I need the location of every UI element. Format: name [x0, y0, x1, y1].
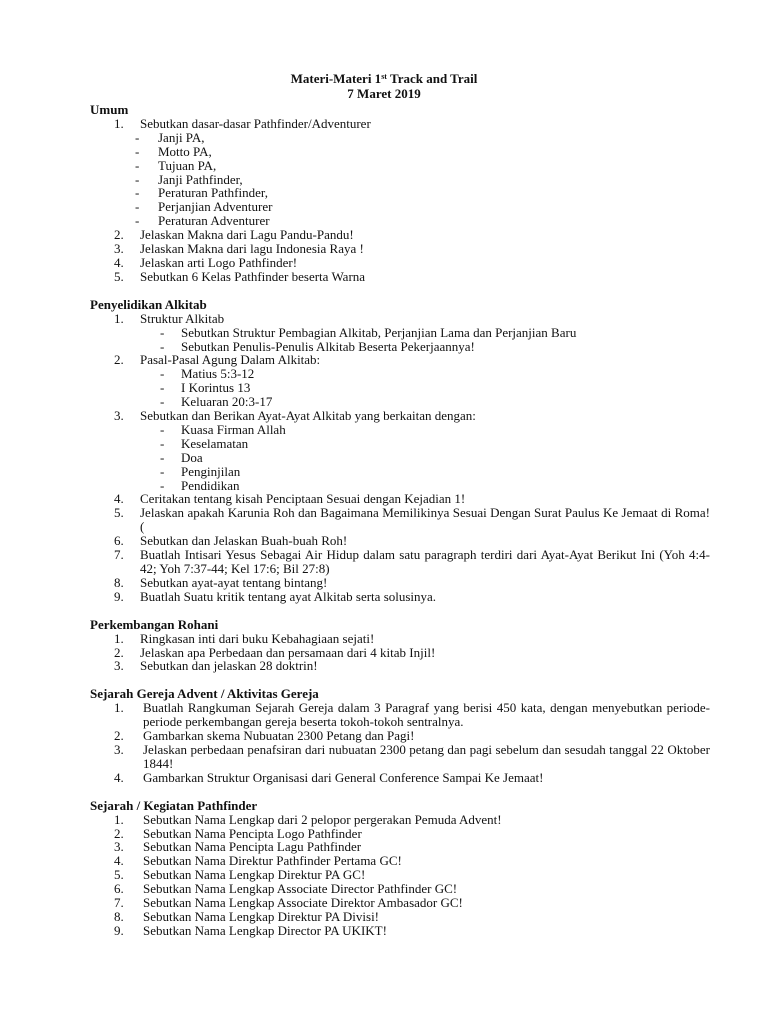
title-text-end: Track and Trail [386, 71, 478, 86]
list-item-text: Struktur Alkitab [140, 310, 225, 326]
list-item-number: 1. [114, 811, 124, 827]
sub-item-dash: - [160, 380, 165, 396]
list-item [90, 242, 710, 256]
list-item-text: Jelaskan apakah Karunia Roh dan Bagaimana Memilikinya Sesuai Dengan Surat Paulus Ke Jemaat di Roma! ( [140, 505, 710, 535]
list-item-text: Jelaskan Makna dari Lagu Pandu-Pandu! [140, 227, 354, 243]
sub-item-text: Doa [181, 449, 203, 465]
sub-item [90, 145, 710, 159]
sub-item-text: Motto PA, [158, 143, 212, 159]
sub-item [90, 340, 710, 354]
list-item [90, 256, 710, 270]
list-item [90, 896, 710, 910]
sub-item-text: Keselamatan [181, 435, 249, 451]
sub-item-text: Peraturan Pathfinder, [158, 185, 268, 201]
list-item-text: Sebutkan ayat-ayat tentang bintang! [140, 574, 328, 590]
sub-item-dash: - [135, 129, 140, 145]
list-item [90, 743, 710, 771]
section-gap [90, 284, 710, 298]
sub-item-text: Sebutkan Struktur Pembagian Alkitab, Perjanjian Lama dan Perjanjian Baru [181, 324, 577, 340]
list-item-number: 4. [114, 491, 124, 507]
list-item-text: Jelaskan apa Perbedaan dan persamaan dari 4 kitab Injil! [140, 644, 436, 660]
section-gap [90, 604, 710, 618]
list-item [90, 729, 710, 743]
list-item [90, 506, 710, 534]
list-item-number: 2. [114, 644, 124, 660]
list-item-number: 3. [114, 241, 124, 257]
list-item-number: 2. [114, 352, 124, 368]
list-item-number: 3. [114, 408, 124, 424]
sub-item-text: Keluaran 20:3-17 [181, 394, 273, 410]
sub-item [90, 381, 710, 395]
sub-item-dash: - [160, 449, 165, 465]
sub-item-dash: - [160, 338, 165, 354]
sub-item-text: Tujuan PA, [158, 157, 217, 173]
list-item [90, 868, 710, 882]
list-item [90, 854, 710, 868]
list-item-text: Sebutkan Nama Pencipta Lagu Pathfinder [143, 839, 362, 855]
sub-item-text: Janji PA, [158, 129, 205, 145]
sub-item [90, 200, 710, 214]
sub-item-text: Penginjilan [181, 463, 241, 479]
document-date: 7 Maret 2019 [347, 86, 421, 101]
sub-item-dash: - [135, 143, 140, 159]
sub-item [90, 423, 710, 437]
sub-item [90, 437, 710, 451]
section-title: Sejarah / Kegiatan Pathfinder [90, 797, 258, 813]
list-item-text: Sebutkan dan Berikan Ayat-Ayat Alkitab yang berkaitan dengan: [140, 408, 476, 424]
list-item-number: 7. [114, 547, 124, 563]
list-item [90, 924, 710, 938]
list-item-text: Sebutkan dan Jelaskan Buah-buah Roh! [140, 533, 348, 549]
list-item-number: 4. [114, 769, 124, 785]
list-item-text: Pasal-Pasal Agung Dalam Alkitab: [140, 352, 321, 368]
list-item-text: Ringkasan inti dari buku Kebahagiaan sejati! [140, 630, 375, 646]
section-title: Sejarah Gereja Advent / Aktivitas Gereja [90, 686, 319, 702]
list-item-text: Sebutkan dasar-dasar Pathfinder/Adventurer [140, 115, 371, 131]
list-item-number: 9. [114, 588, 124, 604]
list-item [90, 270, 710, 284]
list-item-number: 2. [114, 227, 124, 243]
list-item-number: 8. [114, 574, 124, 590]
sub-item [90, 131, 710, 145]
list-item-number: 1. [114, 700, 124, 716]
sub-item-dash: - [160, 421, 165, 437]
list-item-number: 1. [114, 115, 124, 131]
sub-item-dash: - [135, 185, 140, 201]
list-item [90, 910, 710, 924]
list-item [90, 312, 710, 326]
list-item [90, 827, 710, 841]
list-item [90, 534, 710, 548]
list-item-text: Buatlah Intisari Yesus Sebagai Air Hidup dalam satu paragraph terdiri dari Ayat-Ayat Berikut Ini (Yoh 4:4-42; Yoh 7:37-44; Kel 17:6; Bil 27:8) [140, 547, 710, 576]
list-item [90, 840, 710, 854]
list-item-number: 2. [114, 728, 124, 744]
list-item-text: Gambarkan Struktur Organisasi dari General Conference Sampai Ke Jemaat! [143, 769, 544, 785]
section-gap [90, 673, 710, 687]
list-item [90, 632, 710, 646]
sub-item [90, 186, 710, 200]
list-item-number: 5. [114, 505, 124, 521]
sub-item [90, 451, 710, 465]
sub-item-text: Sebutkan Penulis-Penulis Alkitab Beserta Pekerjaannya! [181, 338, 475, 354]
list-item-text: Ceritakan tentang kisah Penciptaan Sesuai dengan Kejadian 1! [140, 491, 466, 507]
list-item-text: Gambarkan skema Nubuatan 2300 Petang dan Pagi! [143, 728, 415, 744]
list-item-number: 1. [114, 630, 124, 646]
sub-item [90, 326, 710, 340]
sub-item-text: I Korintus 13 [181, 380, 251, 396]
list-item-text: Sebutkan 6 Kelas Pathfinder beserta Warna [140, 268, 366, 284]
list-item-text: Jelaskan perbedaan penafsiran dari nubuatan 2300 petang dan pagi sebelum dan sesudah tanggal 22 Oktober 1844! [143, 741, 710, 771]
sub-item-dash: - [160, 366, 165, 382]
sub-item-dash: - [135, 171, 140, 187]
list-item [90, 646, 710, 660]
list-item [90, 117, 710, 131]
list-item [90, 882, 710, 896]
sub-item-dash: - [160, 463, 165, 479]
title-text: Materi-Materi 1 [290, 71, 382, 86]
sub-item [90, 479, 710, 493]
sub-item-text: Pendidikan [181, 477, 240, 493]
sub-item [90, 395, 710, 409]
list-item [90, 548, 710, 576]
list-item-number: 6. [114, 881, 124, 897]
list-item-number: 2. [114, 825, 124, 841]
sub-item [90, 214, 710, 228]
sub-item-dash: - [160, 477, 165, 493]
list-item-text: Sebutkan Nama Direktur Pathfinder Pertama GC! [143, 853, 402, 869]
list-item [90, 409, 710, 423]
list-item-number: 5. [114, 268, 124, 284]
sub-item-dash: - [135, 157, 140, 173]
section-gap [90, 785, 710, 799]
section-title: Umum [90, 102, 129, 117]
list-item-text: Jelaskan arti Logo Pathfinder! [140, 254, 298, 270]
list-item-number: 5. [114, 867, 124, 883]
list-item-number: 7. [114, 895, 124, 911]
document-body [90, 103, 710, 938]
list-item-text: Sebutkan Nama Lengkap Direktur PA Divisi! [143, 908, 380, 924]
list-item-text: Sebutkan Nama Lengkap Associate Director Pathfinder GC! [143, 881, 458, 897]
list-item [90, 228, 710, 242]
sub-item [90, 367, 710, 381]
list-item-number: 6. [114, 533, 124, 549]
sub-item-dash: - [135, 213, 140, 229]
sub-item-dash: - [160, 435, 165, 451]
title-superscript: st [381, 72, 387, 81]
sub-item-text: Matius 5:3-12 [181, 366, 255, 382]
document-title [0, 72, 768, 86]
list-item-text: Sebutkan Nama Pencipta Logo Pathfinder [143, 825, 362, 841]
section-title: Perkembangan Rohani [90, 616, 219, 632]
sub-item-text: Peraturan Adventurer [158, 213, 270, 229]
list-item [90, 492, 710, 506]
list-item-number: 9. [114, 922, 124, 938]
list-item-text: Buatlah Suatu kritik tentang ayat Alkitab serta solusinya. [140, 588, 437, 604]
list-item-text: Sebutkan Nama Lengkap dari 2 pelopor pergerakan Pemuda Advent! [143, 811, 502, 827]
sub-item-text: Perjanjian Adventurer [158, 199, 273, 215]
list-item-text: Buatlah Rangkuman Sejarah Gereja dalam 3 Paragraf yang berisi 450 kata, dengan menyebutkan periode-periode perkembangan gereja beserta tokoh-tokoh sentralnya. [143, 700, 710, 730]
list-item [90, 813, 710, 827]
list-item-text: Sebutkan Nama Lengkap Direktur PA GC! [143, 867, 366, 883]
list-item-text: Sebutkan dan jelaskan 28 doktrin! [140, 658, 318, 674]
list-item [90, 659, 710, 673]
sub-item-dash: - [135, 199, 140, 215]
section-title: Penyelidikan Alkitab [90, 296, 207, 312]
sub-item-dash: - [160, 394, 165, 410]
list-item [90, 353, 710, 367]
sub-item [90, 159, 710, 173]
list-item-number: 8. [114, 908, 124, 924]
list-item-number: 3. [114, 658, 124, 674]
list-item [90, 701, 710, 729]
list-item-text: Sebutkan Nama Lengkap Director PA UKIKT! [143, 922, 387, 938]
sub-item-text: Kuasa Firman Allah [181, 421, 286, 437]
list-item [90, 576, 710, 590]
list-item-number: 3. [114, 741, 124, 757]
list-item-text: Jelaskan Makna dari lagu Indonesia Raya ! [140, 241, 364, 257]
sub-item [90, 465, 710, 479]
list-item-number: 1. [114, 310, 124, 326]
sub-item-text: Janji Pathfinder, [158, 171, 243, 187]
list-item [90, 590, 710, 604]
list-item [90, 771, 710, 785]
sub-item-dash: - [160, 324, 165, 340]
list-item-text: Sebutkan Nama Lengkap Associate Direktor Ambasador GC! [143, 895, 463, 911]
list-item-number: 4. [114, 853, 124, 869]
list-item-number: 3. [114, 839, 124, 855]
sub-item [90, 173, 710, 187]
list-item-number: 4. [114, 254, 124, 270]
